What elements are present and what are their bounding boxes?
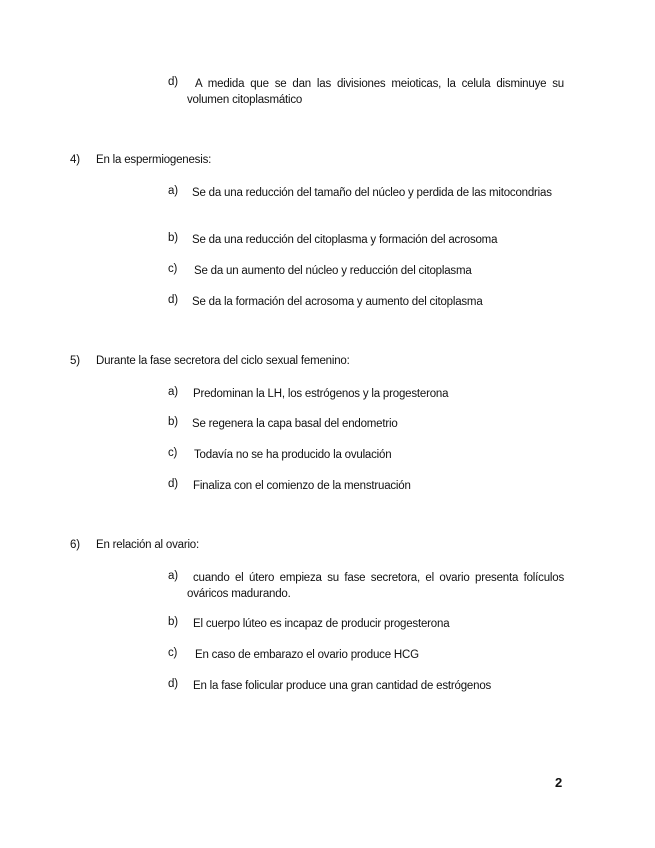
question-text: En la espermiogenesis:	[96, 154, 212, 166]
option-letter: a)	[168, 185, 178, 197]
option-text: Se da una reducción del tamaño del núcleo y perdida de las mitocondrias	[192, 187, 552, 199]
option-letter: d)	[168, 76, 178, 88]
question-number: 6)	[70, 539, 80, 551]
option-letter: c)	[168, 263, 178, 275]
option-letter: d)	[168, 478, 178, 490]
option-text: Se regenera la capa basal del endometrio	[192, 418, 398, 430]
question-number: 4)	[70, 154, 80, 166]
option-letter: d)	[168, 678, 178, 690]
option-text: Finaliza con el comienzo de la menstruación	[193, 480, 411, 492]
option-text: Se da un aumento del núcleo y reducción del citoplasma	[194, 265, 472, 277]
option-letter: a)	[168, 570, 178, 582]
option-text: A medida que se dan las divisiones meioticas, la celula disminuye su volumen citoplasmático	[187, 78, 564, 106]
question-text: Durante la fase secretora del ciclo sexual femenino:	[96, 355, 350, 367]
question-text: En relación al ovario:	[96, 539, 199, 551]
option-text: En la fase folicular produce una gran cantidad de estrógenos	[193, 680, 492, 692]
option-text: Se da la formación del acrosoma y aumento del citoplasma	[192, 296, 483, 308]
option-text: Predominan la LH, los estrógenos y la progesterona	[193, 388, 449, 400]
page-number: 2	[555, 775, 563, 790]
option-text: Todavía no se ha producido la ovulación	[194, 449, 392, 461]
option-text: Se da una reducción del citoplasma y formación del acrosoma	[192, 234, 498, 246]
option-text: En caso de embarazo el ovario produce HCG	[195, 649, 419, 661]
option-letter: b)	[168, 416, 178, 428]
option-letter: c)	[168, 447, 178, 459]
option-text: El cuerpo lúteo es incapaz de producir progesterona	[193, 618, 450, 630]
option-letter: d)	[168, 294, 178, 306]
option-text: cuando el útero empieza su fase secretora, el ovario presenta folículos ováricos madurando.	[187, 572, 564, 600]
option-letter: b)	[168, 616, 178, 628]
option-letter: b)	[168, 232, 178, 244]
option-letter: a)	[168, 386, 178, 398]
question-number: 5)	[70, 355, 80, 367]
option-letter: c)	[168, 647, 178, 659]
